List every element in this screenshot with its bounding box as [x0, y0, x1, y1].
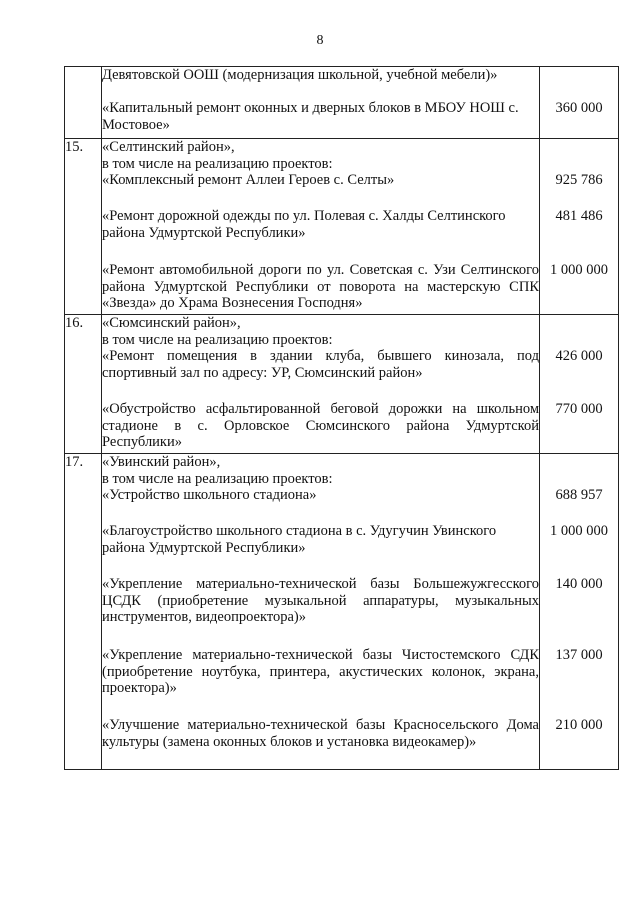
row-number: 15. — [65, 139, 102, 315]
project-amount: 137 000 — [555, 647, 603, 663]
table-row — [65, 454, 619, 770]
district-header — [102, 454, 539, 487]
project-description: «Улучшение материально-технической базы Красносельского Дома культуры (замена оконных блоков и установка видеокамер)» — [102, 717, 539, 750]
funding-table-body — [65, 67, 619, 770]
district-header — [102, 139, 539, 172]
row-description — [102, 67, 540, 139]
row-description — [102, 315, 540, 454]
project-amount: 360 000 — [555, 100, 603, 116]
district-subtitle: в том числе на реализацию проектов: — [102, 470, 333, 487]
row-amounts — [540, 139, 619, 315]
project-amount: 925 786 — [555, 172, 603, 188]
district-name: «Увинский район», — [102, 454, 221, 470]
district-header — [102, 315, 539, 348]
district-name: «Сюмсинский район», — [102, 315, 241, 331]
project-description: «Благоустройство школьного стадиона в с. Удугучин Увинского района Удмуртской Республики» — [102, 523, 497, 556]
project-description: «Ремонт автомобильной дороги по ул. Советская с. Узи Селтинского района Удмуртской Республики от поворота на мастерскую СПК «Звезда» до Храма Вознесения Господня» — [102, 262, 539, 311]
row-description — [102, 454, 540, 770]
project-amount: 210 000 — [555, 717, 603, 733]
district-header-spacer — [540, 139, 618, 172]
project-description: «Укрепление материально-технической базы Чистостемского СДК (приобретение ноутбука, принтера, акустических колонок, экрана, проектора)» — [102, 647, 539, 696]
row-number — [65, 67, 102, 139]
district-name: «Селтинский район», — [102, 139, 235, 155]
district-header-spacer — [540, 315, 618, 348]
table-row — [65, 67, 619, 139]
row-amounts — [540, 67, 619, 139]
district-subtitle: в том числе на реализацию проектов: — [102, 155, 333, 172]
table-row — [65, 315, 619, 454]
project-amount: 1 000 000 — [550, 523, 608, 539]
project-amount: 1 000 000 — [550, 262, 608, 278]
project-description: «Укрепление материально-технической базы Большежужгесского ЦСДК (приобретение музыкальной аппаратуры, музыкальных инструментов, видеопроектора)» — [102, 576, 539, 625]
project-amount: 426 000 — [555, 348, 603, 364]
row-amounts — [540, 315, 619, 454]
page-number: 8 — [316, 33, 324, 48]
project-description: «Ремонт дорожной одежды по ул. Полевая с. Халды Селтинского района Удмуртской Республики» — [102, 208, 506, 241]
project-description: «Устройство школьного стадиона» — [102, 487, 317, 503]
project-amount — [540, 67, 618, 100]
row-number: 17. — [65, 454, 102, 770]
table-row — [65, 139, 619, 315]
project-description: «Ремонт помещения в здании клуба, бывшего кинозала, под спортивный зал по адресу: УР, Сюмсинский район» — [102, 348, 539, 381]
funding-table — [64, 66, 619, 770]
project-amount: 770 000 — [555, 401, 603, 417]
project-description: Девятовской ООШ (модернизация школьной, учебной мебели)» — [102, 67, 498, 83]
project-description: «Капитальный ремонт оконных и дверных блоков в МБОУ НОШ с. Мостовое» — [102, 100, 519, 133]
row-description — [102, 139, 540, 315]
project-description: «Комплексный ремонт Аллеи Героев с. Селты» — [102, 172, 395, 188]
row-number: 16. — [65, 315, 102, 454]
district-header-spacer — [540, 454, 618, 487]
district-subtitle: в том числе на реализацию проектов: — [102, 331, 333, 348]
row-amounts — [540, 454, 619, 770]
project-description: «Обустройство асфальтированной беговой дорожки на школьном стадионе в с. Орловское Сюмсинского района Удмуртской Республики» — [102, 401, 539, 450]
project-amount: 481 486 — [555, 208, 603, 224]
project-amount: 688 957 — [555, 487, 603, 503]
project-amount: 140 000 — [555, 576, 603, 592]
